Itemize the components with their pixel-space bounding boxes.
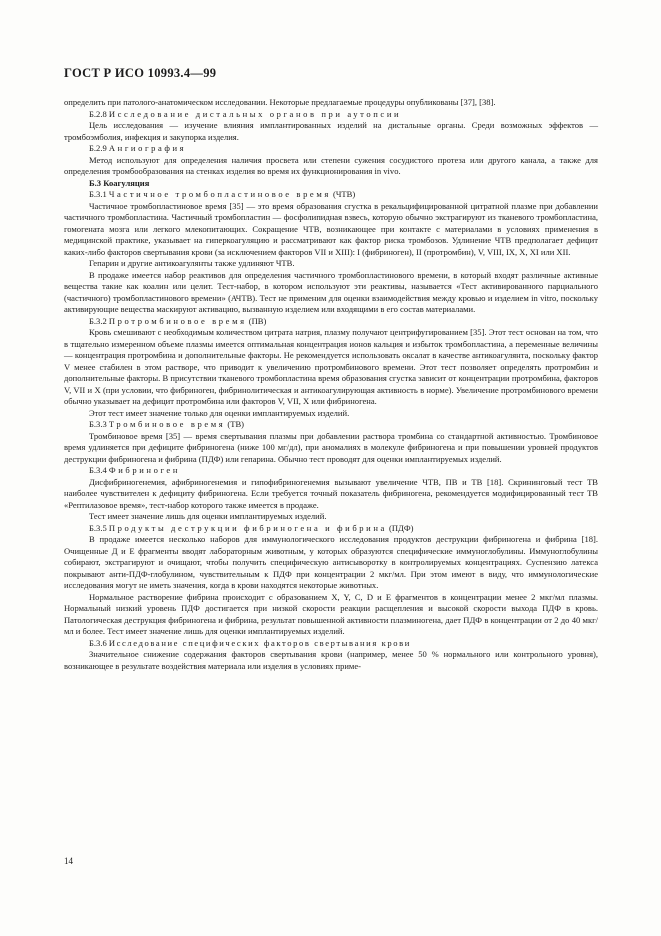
section-heading: Б.3.2 Протромбиновое время (ПВ) xyxy=(89,315,267,326)
paragraph: В продаже имеется несколько наборов для иммунологического исследования продуктов деструкции фибриногена и фибрина [18]. Очищенные Д и Е фрагменты вводят лабораторным животным, у которых образуются специфические иммуноглобулины. Иммуноглобулины собирают, экстрагируют и очищают, чтобы получить специфическую антисыворотку в контролируемых концентрациях. Суспензию латекса покрывают анти-ПДФ-глобулином, чувствительным к ПДФ при концентрации 2 мкг/мл. При этом имеют в виду, что иммунологические исследования могут не иметь значения, когда в крови находятся некоторые животных. xyxy=(64,534,598,590)
paragraph: Нормальное растворение фибрина происходит с образованием X, Y, C, D и E фрагментов в концентрации менее 2 мкг/мл плазмы. Нормальный низкий уровень ПДФ достигается при низкой скорости реакции расщепления и высокой скорости выхода ПДФ в кровь. Патологическая деструкция фибриногена и фибрина, результат повышенной активности плазминогена, дает ПДФ в концентрации от 2 до 40 мкг/мл и более. Тест имеет значение лишь для оценки имплантируемых изделий. xyxy=(64,591,598,636)
section-heading: Б.3.1 Частичное тромбопластиновое время (ЧТВ) xyxy=(89,189,356,199)
section-heading: Б.3.4 Фибриноген xyxy=(89,465,181,475)
paragraph: Кровь смешивают с необходимым количеством цитрата натрия, плазму получают центрифугированием [35]. Этот тест основан на том, что в тщательно измеренном объеме плазмы имеется оптимальная концентрация ионов кальция и избыток тромбопластина, а переменные величины — концентрация протромбина и дополнительные факторы. Не рекомендуется использовать оксалат в качестве антикоагулянта, поскольку фактор V менее стабилен в этом растворе, что приводит к увеличению протромбинового времени. Этот тест позволяет определять протромбин и дополнительные факторы. В присутствии тканевого тромбопластина время образования сгустка зависит от концентрации протромбина, факторов V, VII и X (при условии, что фибриноген, фибринолитическая и антикоагулирующая активность в норме). Увеличение протромбинового времени обычно указывает на дефицит протромбина или факторов V, VII, X или фибриногена. xyxy=(64,327,598,406)
page-number: 14 xyxy=(64,856,73,866)
paragraph: Гепарин и другие антикоагулянты также удлиняют ЧТВ. xyxy=(89,258,295,268)
paragraph: Дисфибриногенемия, афибриногенемия и гипофибриногенемия вызывают увеличение ЧТВ, ПВ и ТВ [18]. Скрининговый тест ТВ наиболее чувствителен к дефициту фибриногена. Если требуется точный показатель фибриногена, рекомендуется модифицированный тест ТВ «Рептилазовое время», тест-набор которого также имеется в продаже. xyxy=(64,476,598,510)
document-header: ГОСТ Р ИСО 10993.4—99 xyxy=(64,66,217,80)
document-body xyxy=(64,97,598,672)
paragraph: Метод используют для определения наличия просвета или степени сужения сосудистого протеза или другого канала, а также для определения тромбообразования на стенках изделия во время их функционирования in vivo. xyxy=(64,154,598,176)
section-heading: Б.2.9 Ангиография xyxy=(89,143,187,153)
paragraph: Тромбиновое время [35] — время свертывания плазмы при добавлении раствора тромбина со стандартной активностью. Тромбиновое время удлиняется при дефиците фибриногена (ниже 100 мг/дл), при аномалиях в молекуле фибриногена и при повышении уровней продуктов деструкции фибриногена и фибрина (ПДФ) или гепарина. Обычно тест проводят для оценки имплантируемых изделий. xyxy=(64,430,598,464)
section-heading: Б.2.8 Исследование дистальных органов при аутопсии xyxy=(89,108,402,119)
paragraph: Цель исследования — изучение влияния имплантированных изделий на дистальные органы. Среди возможных эффектов — тромбоэмболия, инфекция и закупорка изделия. xyxy=(64,120,598,142)
paragraph: Тест имеет значение лишь для оценки имплантируемых изделий. xyxy=(89,511,327,521)
section-heading: Б.3 Коагуляция xyxy=(89,177,150,188)
paragraph: определить при патолого-анатомическом исследовании. Некоторые предлагаемые процедуры опубликованы [37], [38]. xyxy=(64,97,496,107)
section-heading: Б.3.3 Тромбиновое время (ТВ) xyxy=(89,419,245,429)
section-heading: Б.3.5 Продукты деструкции фибриногена и фибрина (ПДФ) xyxy=(89,522,414,533)
section-heading: Б.3.6 Исследование специфических факторов свертывания крови xyxy=(89,637,411,648)
paragraph: Частичное тромбопластиновое время [35] — это время образования сгустка в рекальцифицированной цитратной плазме при добавлении частичного тромбопластина. Частичный тромбопластин — фосфолипидная взвесь, которую обычно экстрагируют из тканевого тромбопластина, гомогената мозга или легкого млекопитающих. Сокращение ЧТВ, возникающее при контакте с материалами в условиях применения в медицинской практике, указывает на гиперкоагуляцию и рассматривают как фактор риска тромбозов. Удлинение ЧТВ предполагает дефицит каких-либо факторов свертывания крови (за исключением факторов VII и XIII): I (фибриноген), II (протромбин), V, VIII, IX, X, XI или XII. xyxy=(64,200,598,257)
paragraph: Значительное снижение содержания факторов свертывания крови (например, менее 50 % нормального или контрольного уровня), возникающее в результате воздействия материала или изделия в условиях приме- xyxy=(64,649,598,671)
paragraph: Этот тест имеет значение только для оценки имплантируемых изделий. xyxy=(89,407,350,418)
paragraph: В продаже имеется набор реактивов для определения частичного тромбопластинового времени, в который входят различные активные вещества такие как коалин или целит. Тест-набор, в котором используют эти реактивы, называется «Тест активированного парциального (частичного) тромбопластинового времени» (АЧТВ). Тест не применим для оценки взаимодействия между кровью и изделием in vitro, поскольку активирующие вещества маскируют активацию, вызванную изделием или входящими в его состав материалами. xyxy=(64,269,598,314)
